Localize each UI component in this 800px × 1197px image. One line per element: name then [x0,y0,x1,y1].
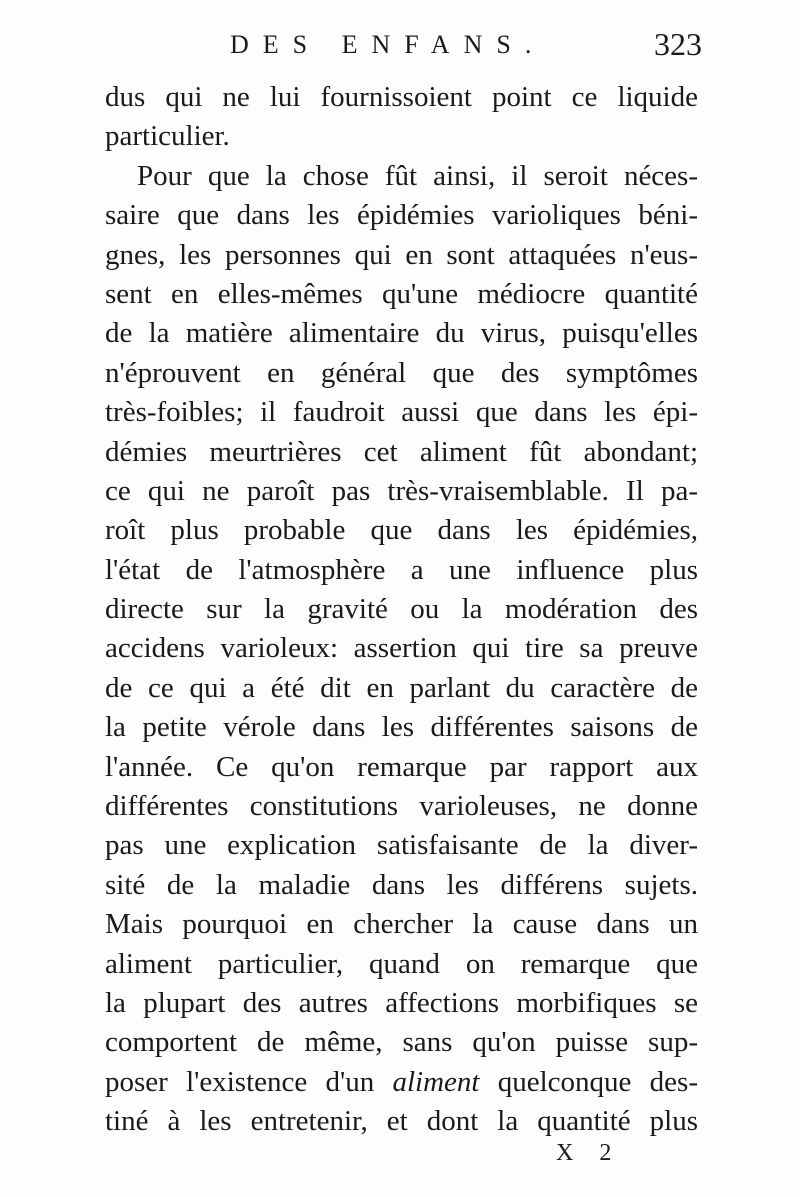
text-line: roît plus probable que dans les épidémies, [105,514,698,547]
text-line: l'état de l'atmosphère a une influence plus [105,553,698,586]
text-line: accidens varioleux: assertion qui tire sa preuve [105,632,698,665]
signature-mark: X 2 [556,1140,622,1166]
running-title: DES ENFANS. [230,30,546,59]
text-segment: quelconque des- [479,1065,698,1098]
text-line: démies meurtrières cet aliment fût abondant; [105,435,698,468]
text-line: sent en elles-mêmes qu'une médiocre quantité [105,277,698,310]
text-line: particulier. [105,120,230,153]
text-line: très-foibles; il faudroit aussi que dans les épi- [105,396,698,429]
text-line: l'année. Ce qu'on remarque par rapport aux [105,750,698,783]
text-line: directe sur la gravité ou la modération des [105,593,698,626]
text-line: Pour que la chose fût ainsi, il seroit néces- [137,159,698,192]
text-line: différentes constitutions varioleuses, ne donne [105,790,698,823]
text-line: gnes, les personnes qui en sont attaquées n'eus- [105,238,698,271]
text-line: de ce qui a été dit en parlant du caractère de [105,671,698,704]
text-line-with-italic [105,1063,698,1102]
text-line: comportent de même, sans qu'on puisse sup- [105,1026,698,1059]
text-line: aliment particulier, quand on remarque que [105,947,698,980]
text-line: de la matière alimentaire du virus, puisqu'elles [105,317,698,350]
text-line: la plupart des autres affections morbifiques se [105,986,698,1019]
text-line: ce qui ne paroît pas très-vraisemblable. Il pa- [105,474,698,507]
italic-word: aliment [392,1065,480,1098]
text-line: dus qui ne lui fournissoient point ce liquide [105,81,698,113]
text-line: la petite vérole dans les différentes saisons de [105,711,698,744]
text-line: Mais pourquoi en chercher la cause dans un [105,908,698,941]
text-line: saire que dans les épidémies varioliques béni- [105,199,698,232]
text-segment: poser l'existence d'un [105,1065,393,1098]
text-line: n'éprouvent en général que des symptômes [105,356,698,389]
body-text [105,78,698,1142]
text-line: tiné à les entretenir, et dont la quantité plus [105,1105,698,1138]
page-number: 323 [654,26,702,62]
text-line: sité de la maladie dans les différens sujets. [105,868,698,901]
text-line: pas une explication satisfaisante de la diver- [105,829,698,862]
